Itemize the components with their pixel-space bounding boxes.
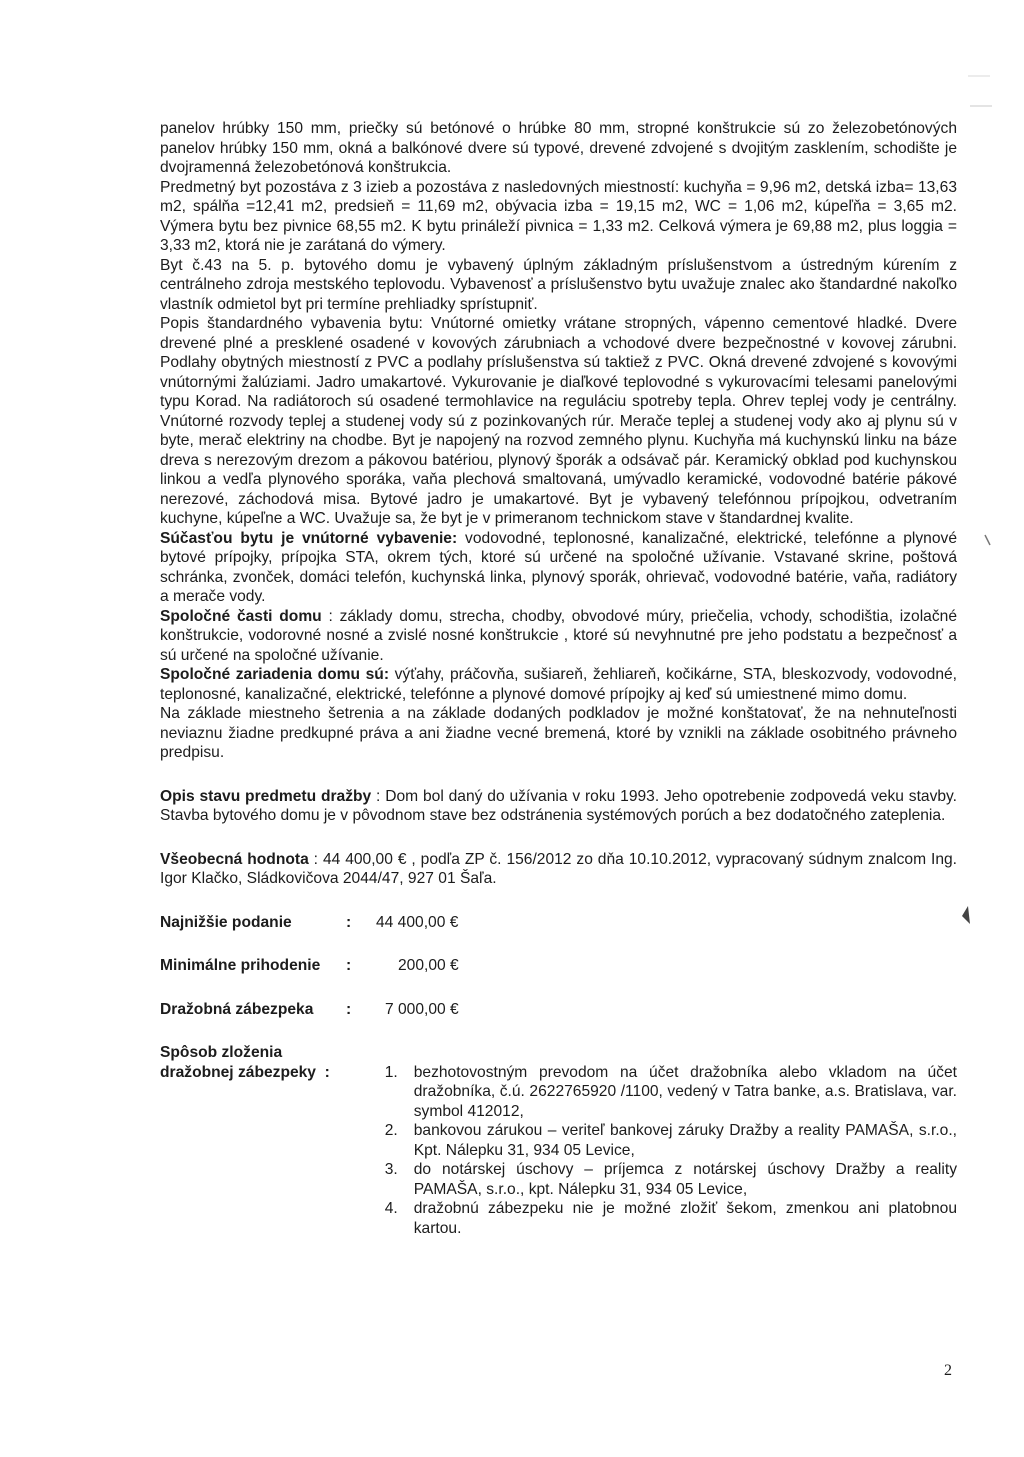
page-number: 2 bbox=[944, 1362, 952, 1379]
list-item: 2. bankovou zárukou – veriteľ bankovej záruky Dražby a reality PAMAŠA, s.r.o., Kpt. Nálepku 31, 934 05 Levice, bbox=[384, 1122, 957, 1159]
common-parts-label: Spoločné časti domu bbox=[160, 607, 322, 625]
field-colon: : bbox=[346, 1000, 352, 1018]
condition-label: Opis stavu predmetu dražby bbox=[160, 787, 372, 805]
field-label: Dražobná zábezpeka bbox=[160, 1000, 314, 1018]
paragraph-survey: Na základe miestneho šetrenia a na základe dodaných podkladov je možné konštatovať, že na nehnuteľnosti neviaznu žiadne predkupné práva a ani žiadne vecné bremená, ktoré by vznikli na základe osobitného právneho predpisu. bbox=[160, 705, 957, 761]
paragraph-equipment: Byt č.43 na 5. p. bytového domu je vybavený úplným základným príslušenstvom a ústredným kúrením z centrálneho zdroja mestského teplovodu. Vybavenosť a príslušenstvo bytu uvažuje znalec ako štandardné nakoľko vlastník odmietol byt pri termíne prehliadky sprístupniť. bbox=[160, 256, 957, 313]
list-item: 4. dražobnú zábezpeku nie je možné zložiť šekom, zmenkou ani platobnou kartou. bbox=[384, 1200, 957, 1237]
paragraph-rooms: Predmetný byt pozostáva z 3 izieb a pozostáva z nasledovných miestností: kuchyňa = 9,96 m2, detská izba= 13,63 m2, spálňa =12,41 m2, predsieň = 11,69 m2, obývacia izba = 19,15 m2, WC = 1,06 m2, kúpeľňa = 3,65 m2. Výmera bytu bez pivnice 68,55 m2. K bytu prináleží pivnica = 1,33 m2. Celková výmera je 69,88 m2, plus loggia = 3,33 m2, ktorá nie je zarátaná do výmery. bbox=[160, 178, 957, 254]
common-facilities-text: výťahy, práčovňa, sušiareň, žehliareň, kočikárne, STA, bleskozvody, vodovodné, teplonosné, kanalizačné, elektrické, telefónne a plynové domové prípojky aj keď sú umiestnené mimo domu. bbox=[160, 666, 957, 703]
field-value: 200,00 € bbox=[398, 957, 459, 974]
deposit-method-label-line2: dražobnej zábezpeky : bbox=[160, 1063, 330, 1081]
sucast-text: vodovodné, teplonosné, kanalizačné, elektrické, telefónne a plynové bytové prípojky, prípojka STA, okrem tých, ktoré sú určené na spoločné užívanie. Vstavané skrine, poštová schránka, zvonček, domáci telefón, kuchynská linka, plynový sporák, ohrievač, vodovodné batérie, vaňa, radiátory a merače vody. bbox=[160, 529, 957, 605]
condition-text: : Dom bol daný do užívania v roku 1993. Jeho opotrebenie zodpovedá veku stavby. Stavba bytového domu je v pôvodnom stave bez odstránenia systémových porúch a bez dodatočného zateplenia. bbox=[160, 787, 958, 824]
common-facilities-label: Spoločné zariadenia domu sú: bbox=[160, 666, 390, 683]
field-value: 7 000,00 € bbox=[385, 1000, 459, 1018]
common-parts-text: : základy domu, strecha, chodby, obvodové múry, priečelia, vchody, schodištia, izolačné konštrukcie, vodorovné nosné a zvislé nosné konštrukcie , ktoré sú nevyhnutné pre jeho podstatu a bezpečnosť a sú určené na spoločné užívanie. bbox=[160, 607, 957, 664]
deposit-method-label-line1: Spôsob zloženia bbox=[160, 1044, 283, 1061]
list-item: 1. bezhotovostným prevodom na účet dražobníka alebo vkladom na účet dražobníka, č.ú. 2622765920 /1100, vedený v Tatra banke, a.s. Bratislava, var. symbol 412012, bbox=[384, 1063, 957, 1120]
paragraph-construction: panelov hrúbky 150 mm, priečky sú betónové o hrúbke 80 mm, stropné konštrukcie sú zo železobetónových panelov hrúbky 150 mm, okná a balkónové dvere sú typové, drevené zdvojené s dvojitým zasklením, schodište je dvojramenná železobetónová konštrukcia. bbox=[160, 120, 957, 176]
list-item: 3. do notárskej úschovy – príjemca z notárskej úschovy Dražby a reality PAMAŠA, s.r.o., kpt. Nálepku 31, 934 05 Levice, bbox=[384, 1161, 957, 1198]
field-label: Minimálne prihodenie bbox=[160, 957, 321, 974]
field-value: 44 400,00 € bbox=[376, 913, 459, 931]
value-label: Všeobecná hodnota bbox=[160, 850, 309, 868]
field-label: Najnižšie podanie bbox=[160, 913, 292, 931]
sucast-label: Súčasťou bytu je vnútorné vybavenie: bbox=[160, 529, 458, 547]
value-text: : 44 400,00 € , podľa ZP č. 156/2012 zo dňa 10.10.2012, vypracovaný súdnym znalcom Ing. Igor Klačko, Sládkovičova 2044/47, 927 01 Šaľa. bbox=[160, 850, 958, 887]
field-colon: : bbox=[346, 957, 352, 974]
paragraph-standard-description: Popis štandardného vybavenia bytu: Vnútorné omietky vrátane stropných, vápenno cementové hladké. Dvere drevené plné a presklené osadené v kovových zárubniach a vchodové dvere bezpečnostné v kovovej zárubni. Podlahy obytných miestností z PVC a podlahy príslušenstva sú taktiež z PVC. Okná drevené zdvojené s kovovými vnútornými žalúziami. Jadro umakartové. Vykurovanie je diaľkové teplovodné s vykurovacími telesami panelovými typu Korad. Na radiátoroch sú osadené termohlavice na reguláciu spotreby tepla. Ohrev teplej vody je centrálny. Vnútorné rozvody teplej a studenej vody sú z pozinkovaných rúr. Merače teplej a studenej vody ako aj plynu sú v byte, merač elektriny na chodbe. Byt je napojený na rozvod zemného plynu. Kuchyňa má kuchynskú linku na báze dreva s nerezovým drezom a pákovou batériou, plynový šporák a odsávač pár. Keramický obklad pod kuchynskou linkou a vedľa plynového sporáka, vaňa plechová smaltovaná, umývadlo keramické, vodovodné batérie pákové nerezové, záchodová misa. Bytové jadro je umakartové. Byt je vybavený telefónnou prípojkou, odvetraním kuchyne, kúpeľne a WC. Uvažuje sa, že byt je v primeranom technickom stave v štandardnej kvalite. bbox=[160, 315, 957, 527]
field-colon: : bbox=[346, 913, 352, 931]
